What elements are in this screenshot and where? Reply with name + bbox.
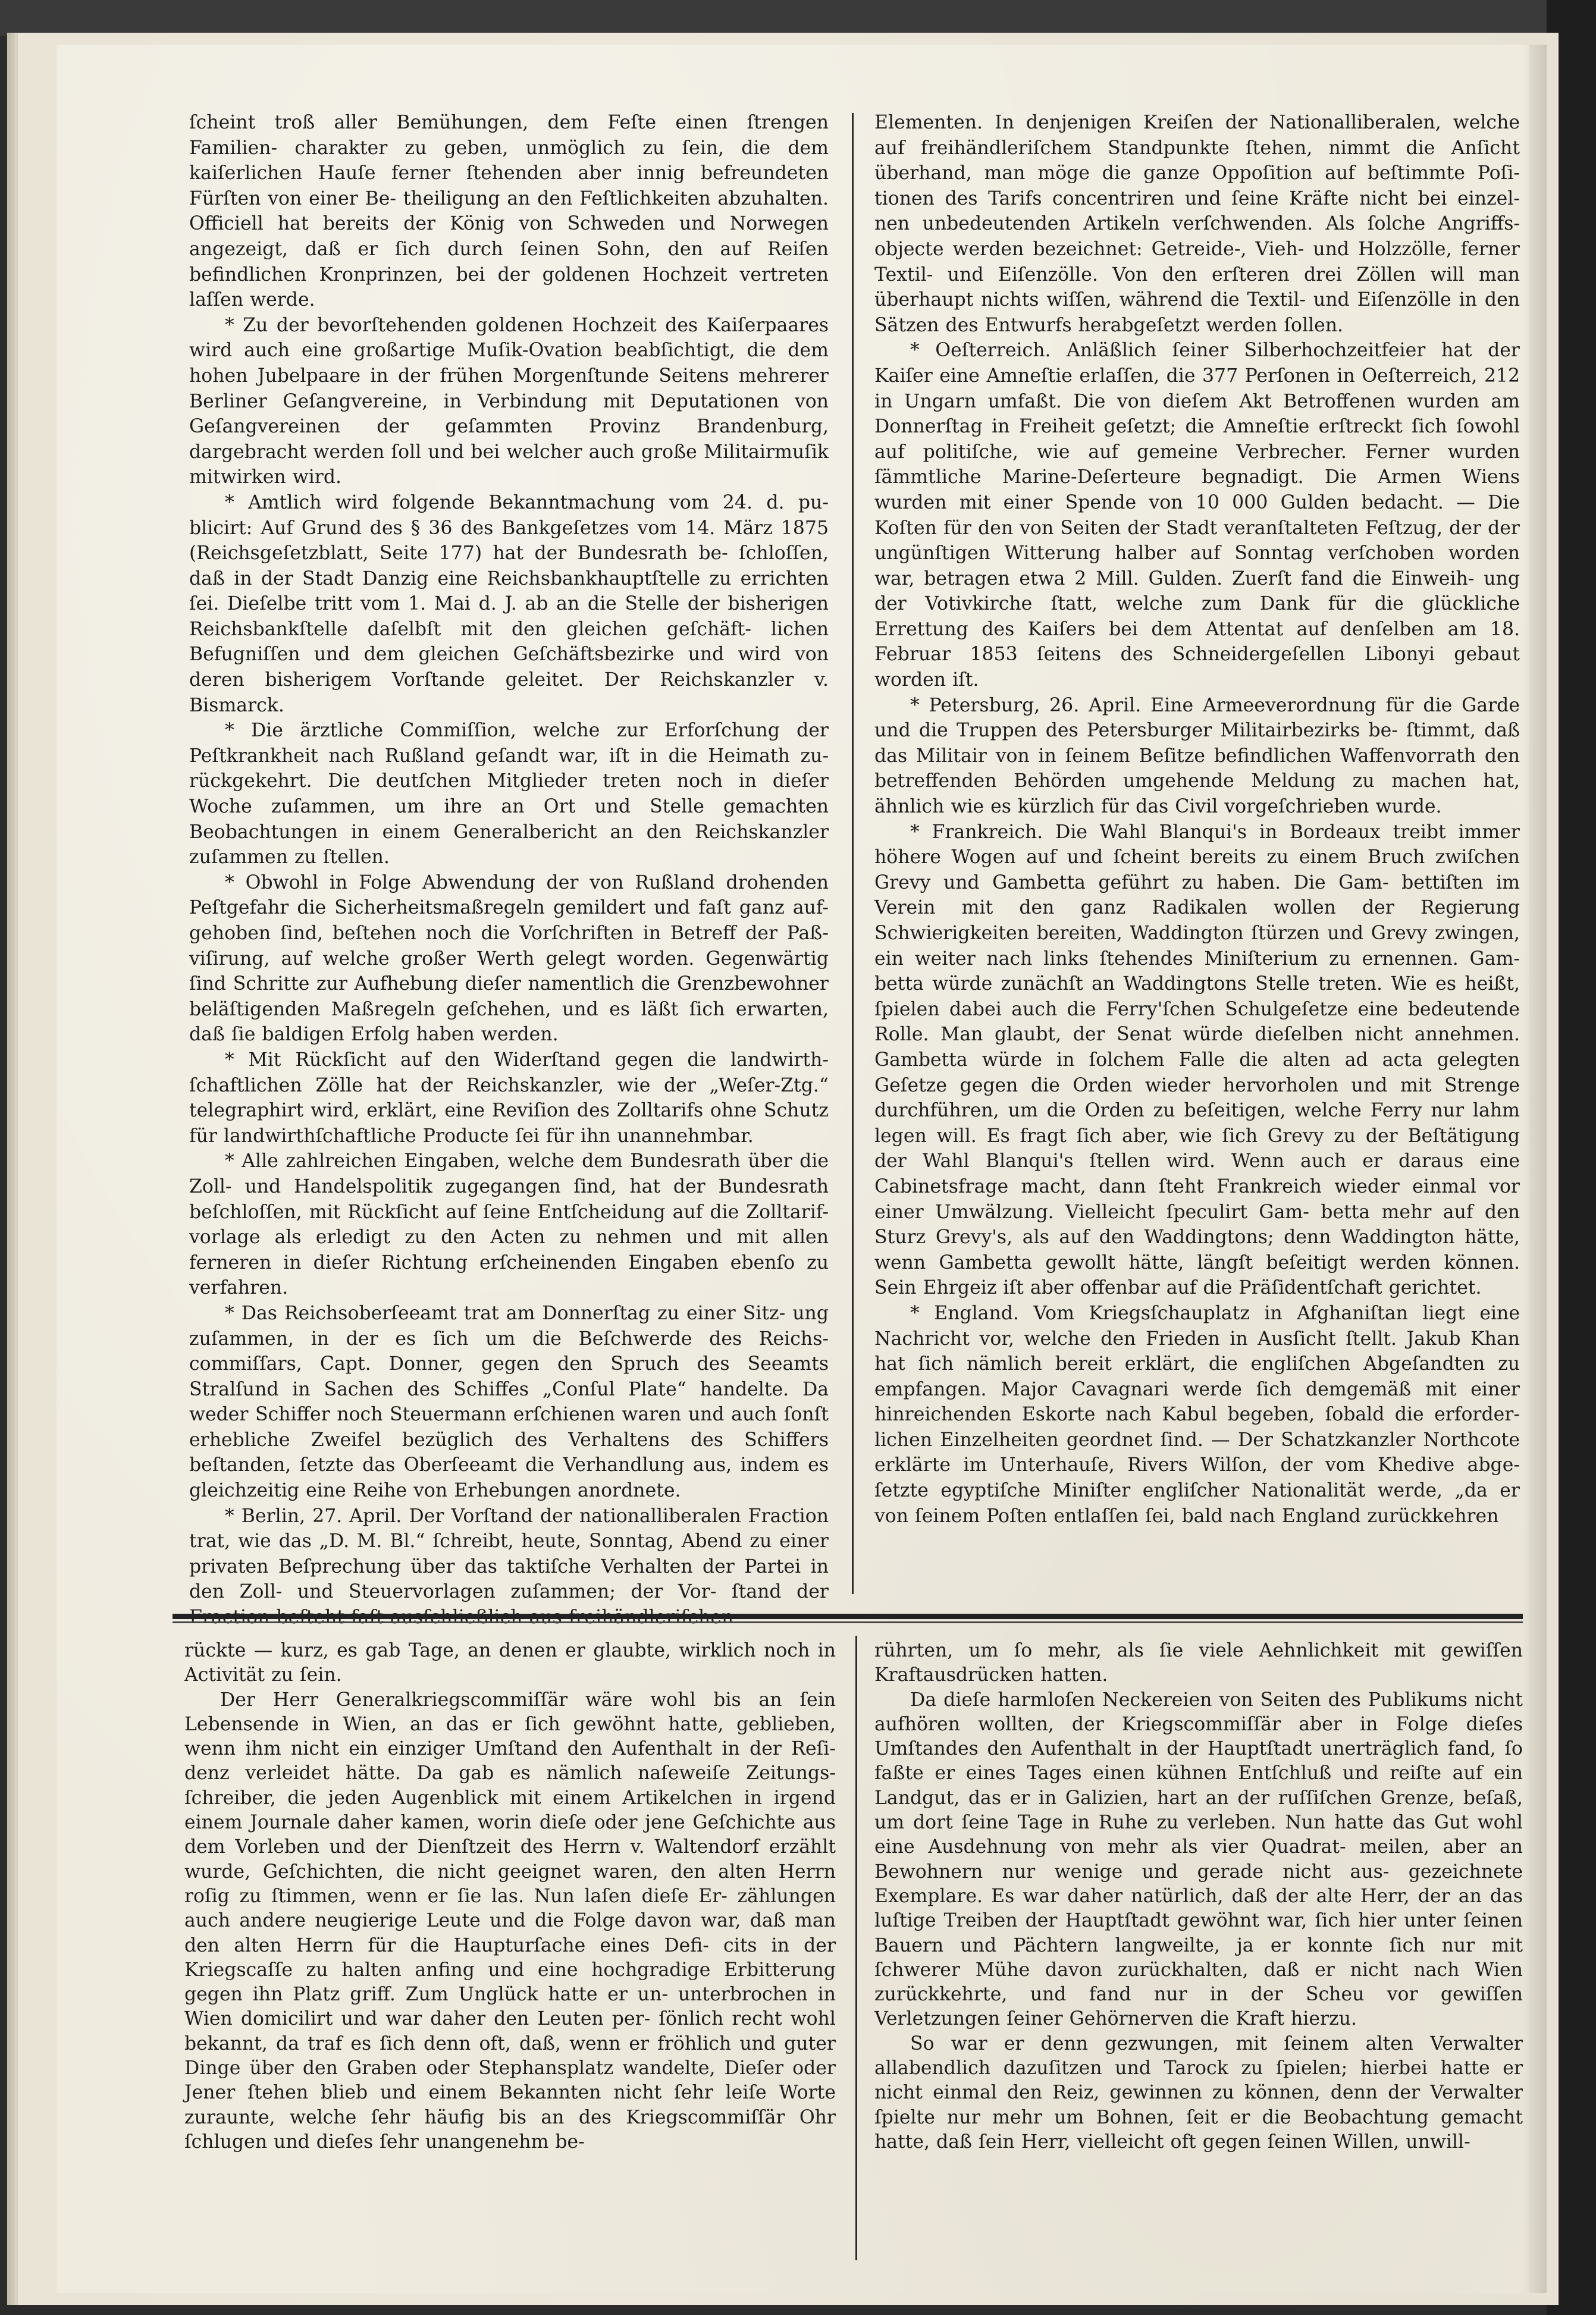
page-edge-shadow xyxy=(1523,45,1547,2293)
article-paragraph: * Oeſterreich. Anläßlich ſeiner Silberhochzeitfeier hat der Kaiſer eine Amneſtie erlaſſen, die 377 Perſonen in Oeſterreich, 212 in Ungarn umfaßt. Die von dieſem Akt Betroffenen wurden am Donnerſtag in Freiheit geſetzt; die Amneſtie erſtreckt ſich ſowohl auf politiſche, wie auf gemeine Verbrecher. Ferner wurden ſämmtliche Marine-Deſerteure begnadigt. Die Armen Wiens wurden mit einer Spende von 10 000 Gulden bedacht. — Die Koſten für den von Seiten der Stadt veranſtalteten Feſtzug, der der ungünſtigen Witterung halber auf Sonntag verſchoben worden war, betragen etwa 2 Mill. Gulden. Zuerſt fand die Einweih- ung der Votivkirche ſtatt, welche zum Dank für die glückliche Errettung des Kaiſers bei dem Attentat auf denſelben am 18. Februar 1853 ſeitens des Schneidergeſellen Libonyi gebaut worden iſt. xyxy=(874,340,1520,691)
column-rule-top xyxy=(852,113,854,1594)
article-paragraph: * Frankreich. Die Wahl Blanqui's in Bordeaux treibt immer höhere Wogen auf und ſcheint bereits zu einem Bruch zwiſchen Grevy und Gambetta geführt zu haben. Die Gam- bettiſten im Verein mit den ganz Radikalen wollen der Regierung Schwierigkeiten bereiten, Waddington ſtürzen und Grevy zwingen, ein weiter nach links ſtehendes Miniſterium zu ernennen. Gam- betta würde zunächſt an Waddingtons Stelle treten. Wie es heißt, ſpielen dabei auch die Ferry'ſchen Schulgeſetze eine bedeutende Rolle. Man glaubt, der Senat würde dieſelben nicht annehmen. Gambetta würde in ſolchem Falle die alten ad acta gelegten Geſetze gegen die Orden wieder hervorholen und mit Strenge durchführen, um die Orden zu beſeitigen, welche Ferry nur lahm legen will. Es fragt ſich aber, wie ſich Grevy zu der Beſtätigung der Wahl Blanqui's ſtellen wird. Wenn auch er daraus eine Cabinetsfrage macht, dann ſteht Frankreich wieder einmal vor einer Umwälzung. Vielleicht ſpeculirt Gam- betta mehr auf den Sturz Grevy's, als auf den Waddingtons; denn Waddington hätte, wenn Gambetta gewollt hätte, längſt beſeitigt werden können. Sein Ehrgeiz iſt aber offenbar auf die Präſidentſchaft gerichtet. xyxy=(874,821,1520,1299)
article-paragraph: * Alle zahlreichen Eingaben, welche dem Bundesrath über die Zoll- und Handelspolitik zugegangen ſind, hat der Bundesrath beſchloſſen, mit Rückſicht auf ſeine Entſcheidung auf die Zolltarif- vorlage als erledigt zu den Acten zu nehmen und mit allen ferneren in dieſer Richtung erſcheinenden Eingaben ebenſo zu verfahren. xyxy=(189,1150,829,1299)
article-paragraph: * Obwohl in Folge Abwendung der von Rußland drohenden Peſtgefahr die Sicherheitsmaßregeln gemildert und faſt ganz auf- gehoben ſind, beſtehen noch die Vorſchriften in Betreff der Paß- viſirung, auf welche großer Werth gelegt worden. Gegenwärtig ſind Schritte zur Aufhebung dieſer namentlich die Grenzbewohner beläſtigenden Maßregeln geſchehen, und es läßt ſich erwarten, daß ſie baldigen Erfolg haben werden. xyxy=(189,871,829,1046)
article-paragraph: Der Herr Generalkriegscommiſſär wäre wohl bis an ſein Lebensende in Wien, an das er ſich gewöhnt hatte, geblieben, wenn ihm nicht ein einziger Umſtand den Aufenthalt in der Reſi- denz verleidet hätte. Da gab es nämlich naſeweiſe Zeitungs- ſchreiber, die jeden Augenblick mit einem Artikelchen in irgend einem Journale daher kamen, worin dieſe oder jene Geſchichte aus dem Vorleben und der Dienſtzeit des Herrn v. Waltendorf erzählt wurde, Geſchichten, die nicht geeignet waren, den alten Herrn roſig zu ſtimmen, wenn er ſie las. Nun laſen dieſe Er- zählungen auch andere neugierige Leute und die Folge davon war, daß man den alten Herrn für die Haupturſache eines Defi- cits in der Kriegscaſſe zu halten anfing und eine hochgradige Erbitterung gegen ihn Platz griff. Zum Unglück hatte er un- unterbrochen in Wien domicilirt und war daher den Leuten per- ſönlich recht wohl bekannt, da traf es ſich denn oft, daß, wenn er fröhlich und guter Dinge über den Graben oder Stephansplatz wandelte, Dieſer oder Jener ſtehen blieb und einem Bekannten nicht ſehr leiſe Worte zuraunte, welche ſehr häufig bis an des Kriegscommiſſär Ohr ſchlugen und dieſes ſehr unangenehm be- xyxy=(184,1689,836,2153)
scan-background-top xyxy=(0,0,1596,36)
section-divider-thin xyxy=(173,1621,1523,1623)
article-paragraph: Elementen. In denjenigen Kreiſen der Nationalliberalen, welche auf freihändleriſchem Standpunkte ſtehen, nimmt die Anſicht überhand, man möge die ganze Oppoſition auf beſtimmte Poſi- tionen des Tarifs concentriren und ſeine Kräfte nicht bei einzel- nen unbedeutenden Artikeln verſchwenden. Als ſolche Angriffs- objecte werden bezeichnet: Getreide-, Vieh- und Holzzölle, ferner Textil- und Eiſenzölle. Von den erſteren drei Zöllen will man überhaupt nichts wiſſen, während die Textil- und Eiſenzölle in den Sätzen des Entwurfs herabgeſetzt werden ſollen. xyxy=(874,112,1520,336)
article-paragraph: * Die ärztliche Commiſſion, welche zur Erforſchung der Peſtkrankheit nach Rußland geſandt war, iſt in die Heimath zu- rückgekehrt. Die deutſchen Mitglieder treten noch in dieſer Woche zuſammen, um ihre an Ort und Stelle gemachten Beobachtungen in einem Generalbericht an den Reichskanzler zuſammen zu ſtellen. xyxy=(189,720,829,868)
section-divider xyxy=(173,1614,1523,1619)
article-paragraph: * Das Reichsoberſeeamt trat am Donnerſtag zu einer Sitz- ung zuſammen, in der es ſich um die Beſchwerde des Reichs- commiſſars, Capt. Donner, gegen den Spruch des Seeamts Stralſund in Sachen des Schiffes „Conſul Plate“ handelte. Da weder Schiffer noch Steuermann erſchienen waren und auch ſonſt erhebliche Zweifel bezüglich des Verhaltens des Schiffers beſtanden, ſetzte das Oberſeeamt die Verhandlung aus, indem es gleichzeitig eine Reihe von Erhebungen anordnete. xyxy=(189,1302,829,1502)
article-paragraph: * Amtlich wird folgende Bekanntmachung vom 24. d. pu- blicirt: Auf Grund des § 36 des Bankgeſetzes vom 14. März 1875 (Reichsgeſetzblatt, Seite 177) hat der Bundesrath be- ſchloſſen, daß in der Stadt Danzig eine Reichsbankhauptſtelle zu errichten ſei. Dieſelbe tritt vom 1. Mai d. J. ab an die Stelle der bisherigen Reichsbankſtelle daſelbſt mit den gleichen geſchäft- lichen Befugniſſen und dem gleichen Geſchäftsbezirke und wird von deren bisherigem Vorſtande geleitet. Der Reichskanzler v. Bismarck. xyxy=(189,491,829,716)
article-paragraph: rückte — kurz, es gab Tage, an denen er glaubte, wirklich noch in Activität zu ſein. xyxy=(184,1640,836,1686)
bottom-right-column xyxy=(874,1639,1523,2281)
article-paragraph: So war er denn gezwungen, mit ſeinem alten Verwalter allabendlich dazuſitzen und Tarock zu ſpielen; hierbei hatte er nicht einmal den Reiz, gewinnen zu können, denn der Verwalter ſpielte nur mehr um Bohnen, ſeit er die Beobachtung gemacht hatte, daß ſein Herr, vielleicht oft gegen ſeinen Willen, unwill- xyxy=(874,2032,1523,2153)
article-paragraph: * England. Vom Kriegsſchauplatz in Afghaniſtan liegt eine Nachricht vor, welche den Frieden in Ausſicht ſtellt. Jakub Khan hat ſich nämlich bereit erklärt, die engliſchen Abgeſandten zu empfangen. Major Cavagnari werde ſich demgemäß mit einer hinreichenden Eskorte nach Kabul begeben, ſobald die erforder- lichen Einzelheiten geordnet ſind. — Der Schatzkanzler Northcote erklärte im Unterhauſe, Rivers Wilſon, der vom Khedive abge- ſetzte egyptiſche Miniſter engliſcher Nationalität werde, „da er von ſeinem Poſten entlaſſen ſei, bald nach England zurückkehren xyxy=(874,1302,1520,1527)
top-right-column xyxy=(874,110,1520,1615)
column-rule-bottom xyxy=(855,1636,857,2260)
article-paragraph: * Zu der bevorſtehenden goldenen Hochzeit des Kaiſerpaares wird auch eine großartige Muſik-Ovation beabſichtigt, die dem hohen Jubelpaare in der frühen Morgenſtunde Seitens mehrerer Berliner Geſangvereine, in Verbindung mit Deputationen von Geſangvereinen der geſammten Provinz Brandenburg, dargebracht werden ſoll und bei welcher auch große Militairmuſik mitwirken wird. xyxy=(189,314,829,488)
bottom-left-column xyxy=(184,1639,836,2281)
article-paragraph: * Mit Rückſicht auf den Widerſtand gegen die landwirth- ſchaftlichen Zölle hat der Reichskanzler, wie der „Weſer-Ztg.“ telegraphirt wird, erklärt, eine Reviſion des Zolltarifs ohne Schutz für landwirthſchaftliche Producte ſei für ihn unannehmbar. xyxy=(189,1049,829,1147)
article-paragraph: ſcheint troß aller Bemühungen, dem Feſte einen ſtrengen Familien- charakter zu geben, unmöglich zu ſein, die dem kaiſerlichen Hauſe ferner ſtehenden aber innig befreundeten Fürſten von einer Be- theiligung an den Feſtlichkeiten abzuhalten. Officiell hat bereits der König von Schweden und Norwegen angezeigt, daß er ſich durch ſeinen Sohn, den auf Reiſen befindlichen Kronprinzen, bei der goldenen Hochzeit vertreten laſſen werde. xyxy=(189,112,829,311)
article-paragraph: Da dieſe harmloſen Neckereien von Seiten des Publikums nicht aufhören wollten, der Kriegscommiſſär aber in Folge dieſes Umſtandes den Aufenthalt in der Hauptſtadt unerträglich fand, ſo faßte er eines Tages einen kühnen Entſchluß und reiſte auf ein Landgut, das er in Galizien, hart an der ruſſiſchen Grenze, beſaß, um dort ſeine Tage in Ruhe zu verleben. Nun hatte das Gut wohl eine Ausdehnung von mehr als vier Quadrat- meilen, aber an Bewohnern nur wenige und gerade nicht aus- gezeichnete Exemplare. Es war daher natürlich, daß der alte Herr, der an das luſtige Treiben der Hauptſtadt gewöhnt war, ſich hier unter ſeinen Bauern und Pächtern langweilte, ja er konnte ſich nur mit ſchwerer Mühe davon zurückhalten, daß er nicht nach Wien zurückkehrte, und fand nur in der Scheu vor gewiſſen Verletzungen ſeiner Gehörnerven die Kraft hierzu. xyxy=(874,1689,1523,2030)
article-paragraph: * Petersburg, 26. April. Eine Armeeverordnung für die Garde und die Truppen des Petersburger Militairbezirks be- ſtimmt, daß das Militair von in ſeinem Beſitze befindlichen Waffenvorrath den betreffenden Behörden umgehende Meldung zu machen hat, ähnlich wie es kürzlich für das Civil vorgeſchrieben wurde. xyxy=(874,694,1520,818)
article-paragraph: rührten, um ſo mehr, als ſie viele Aehnlichkeit mit gewiſſen Kraftausdrücken hatten. xyxy=(874,1640,1523,1686)
top-left-column xyxy=(189,110,829,1615)
article-paragraph: * Berlin, 27. April. Der Vorſtand der nationalliberalen Fraction trat, wie das „D. M. Bl.“ ſchreibt, heute, Sonntag, Abend zu einer privaten Beſprechung über das taktiſche Verhalten der Partei in den Zoll- und Steuervorlagen zuſammen; der Vor- ſtand der xyxy=(189,1505,829,1603)
